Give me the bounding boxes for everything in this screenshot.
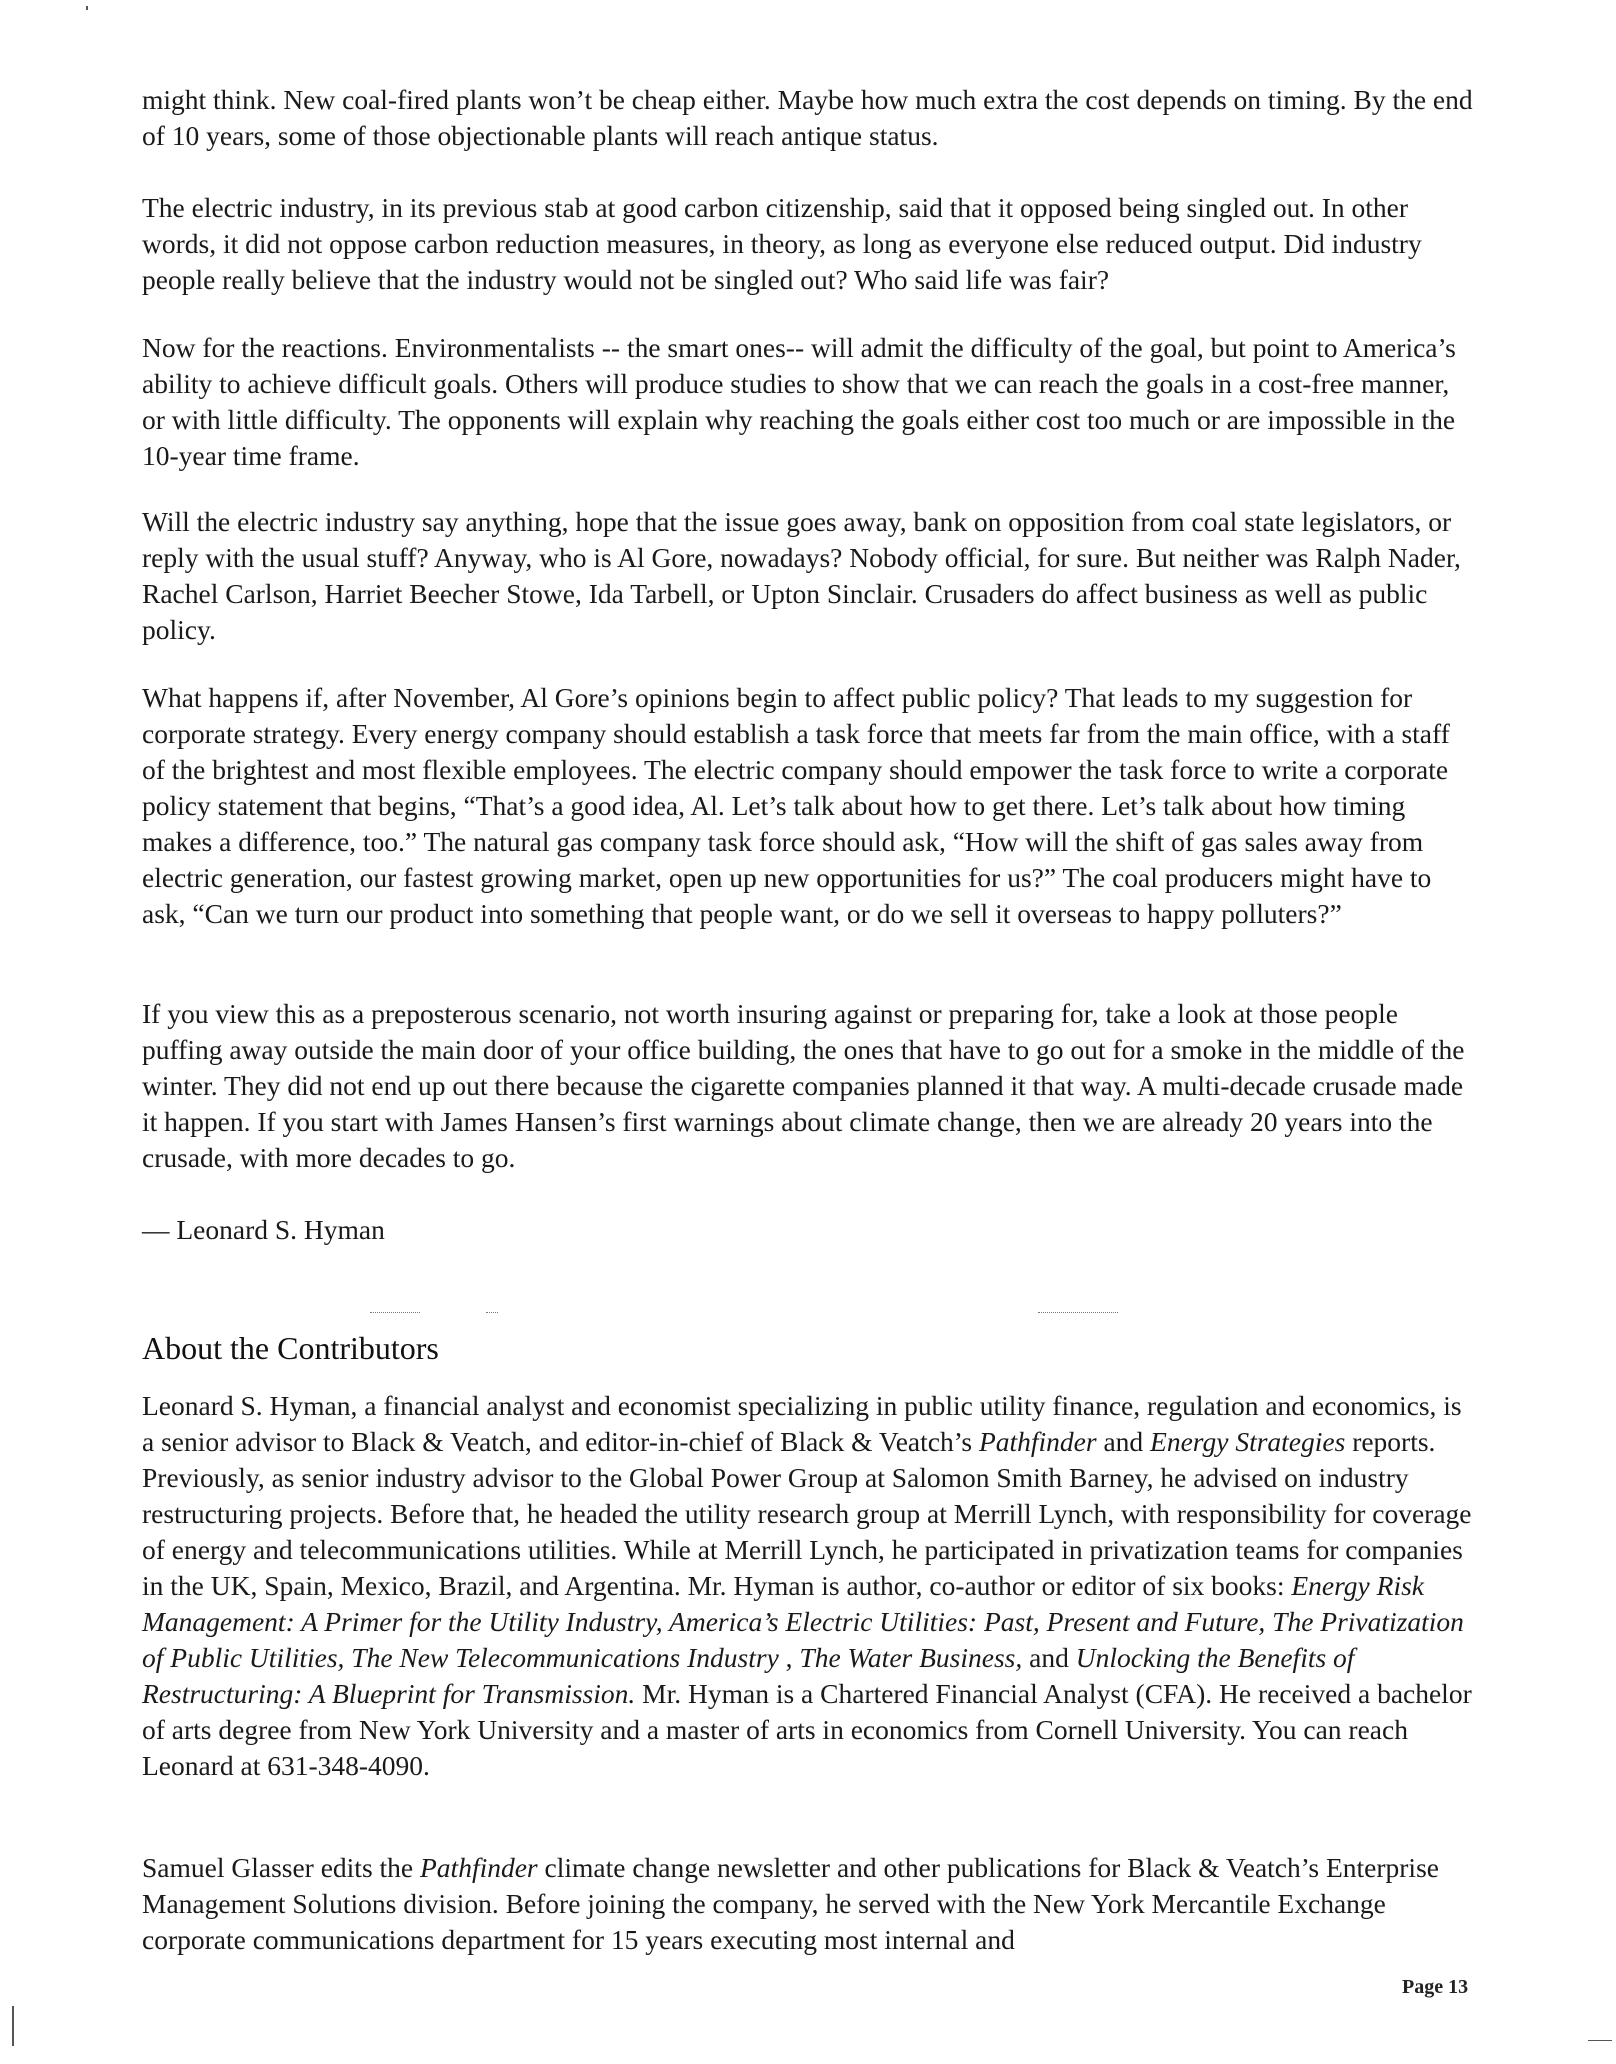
section-heading: About the Contributors xyxy=(142,1330,439,1366)
article-body xyxy=(142,82,1477,154)
article-body xyxy=(142,680,1477,932)
bio-text: Leonard S. Hyman, a financial analyst and economist specializing in public utility finance, regulation and economics, is a senior advisor to Black & Veatch, and editor-in-chief of Black & Veatch’s xyxy=(142,1390,1462,1457)
article-paragraph: If you view this as a preposterous scenario, not worth insuring against or preparing for, take a look at those people puffing away outside the main door of your office building, the ones that have to go out for a smoke in the middle of the winter. They did not end up out there because the cigarette companies planned it that way. A multi-decade crusade made it happen. If you start with James Hansen’s first warnings about climate change, then we are already 20 years into the crusade, with more decades to go. xyxy=(142,998,1465,1173)
bio-paragraph xyxy=(142,1850,1477,1958)
page-number: Page 13 xyxy=(1402,1976,1469,1998)
article-paragraph: The electric industry, in its previous stab at good carbon citizenship, said that it opposed being singled out. In other words, it did not oppose carbon reduction measures, in theory, as long as everyone else reduced output. Did industry people really believe that the industry would not be singled out? Who said life was fair? xyxy=(142,192,1422,295)
article-paragraph: might think. New coal-fired plants won’t be cheap either. Maybe how much extra the cost depends on timing. By the end of 10 years, some of those objectionable plants will reach antique status. xyxy=(142,84,1473,151)
bio-text: , xyxy=(778,1642,800,1673)
scan-mark-bottom-right xyxy=(1588,2040,1612,2041)
publication-title: Energy Strategies xyxy=(1150,1426,1346,1457)
book-title: Unlocking the Benefits of Restructuring: A Blueprint for Transmission. xyxy=(142,1642,1355,1709)
article-paragraph: Will the electric industry say anything, hope that the issue goes away, bank on opposition from coal state legislators, or reply with the usual stuff? Anyway, who is Al Gore, nowadays? Nobody official, for sure. But neither was Ralph Nader, Rachel Carlson, Harriet Beecher Stowe, Ida Tarbell, or Upton Sinclair. Crusaders do affect business as well as public policy. xyxy=(142,506,1461,645)
signature: — Leonard S. Hyman xyxy=(142,1214,385,1245)
separator-dots xyxy=(370,1312,420,1315)
separator-dots xyxy=(486,1312,498,1315)
article-body xyxy=(142,504,1477,648)
article-body xyxy=(142,996,1477,1176)
bio-text: reports. Previously, as senior industry advisor to the Global Power Group at Salomon Smith Barney, he advised on industry restructuring projects. Before that, he headed the utility research group at Merrill Lynch, with responsibility for coverage of energy and telecommunications utilities. While at Merrill Lynch, he participated in privatization teams for companies in the UK, Spain, Mexico, Brazil, and Argentina. Mr. Hyman is author, co-author or editor of six books: xyxy=(142,1426,1472,1601)
bio-text: and xyxy=(1096,1426,1151,1457)
article-paragraph: What happens if, after November, Al Gore’s opinions begin to affect public policy? That leads to my suggestion for corporate strategy. Every energy company should establish a task force that meets far from the main office, with a staff of the brightest and most flexible employees. The electric company should empower the task force to write a corporate policy statement that begins, “That’s a good idea, Al. Let’s talk about how to get there. Let’s talk about how timing makes a difference, too.” The natural gas company task force should ask, “How will the shift of gas sales away from electric generation, our fastest growing market, open up new opportunities for us?” The coal producers might have to ask, “Can we turn our product into something that people want, or do we sell it overseas to happy polluters?” xyxy=(142,682,1450,929)
publication-title: Pathfinder xyxy=(420,1852,538,1883)
article-signature xyxy=(142,1212,1477,1248)
bio-paragraph xyxy=(142,1388,1477,1784)
scan-mark-top xyxy=(86,6,88,10)
article-body xyxy=(142,330,1477,474)
bio-text: climate change newsletter and other publications for Black & Veatch’s Enterprise Management Solutions division. Before joining the company, he served with the New York Mercantile Exchange corporate communications department for 15 years executing most internal and xyxy=(142,1852,1439,1955)
article-paragraph: Now for the reactions. Environmentalists -- the smart ones-- will admit the difficulty of the goal, but point to America’s ability to achieve difficult goals. Others will produce studies to show that we can reach the goals in a cost-free manner, or with little difficulty. The opponents will explain why reaching the goals either cost too much or are impossible in the 10-year time frame. xyxy=(142,332,1456,471)
bio-text: and xyxy=(1022,1642,1076,1673)
separator-dots xyxy=(1038,1312,1118,1315)
scan-mark-bottom-left xyxy=(12,2006,14,2046)
article-body xyxy=(142,190,1477,298)
contributor-bio-hyman xyxy=(142,1388,1477,1784)
publication-title: Pathfinder xyxy=(978,1426,1097,1457)
bio-text: Samuel Glasser edits the xyxy=(142,1852,420,1883)
book-title: The Water Business, xyxy=(799,1642,1023,1673)
bio-text: Mr. Hyman is a Chartered Financial Analyst (CFA). He received a bachelor of arts degree from New York University and a master of arts in economics from Cornell University. You can reach Leonard at 631-348-4090. xyxy=(142,1678,1472,1781)
book-titles: Energy Risk Management: A Primer for the Utility Industry, America’s Electric Utilities: Past, Present and Future, The Privatization of Public Utilities, The New Telecommunications Industry xyxy=(142,1570,1464,1673)
contributor-bio-glasser xyxy=(142,1850,1477,1958)
